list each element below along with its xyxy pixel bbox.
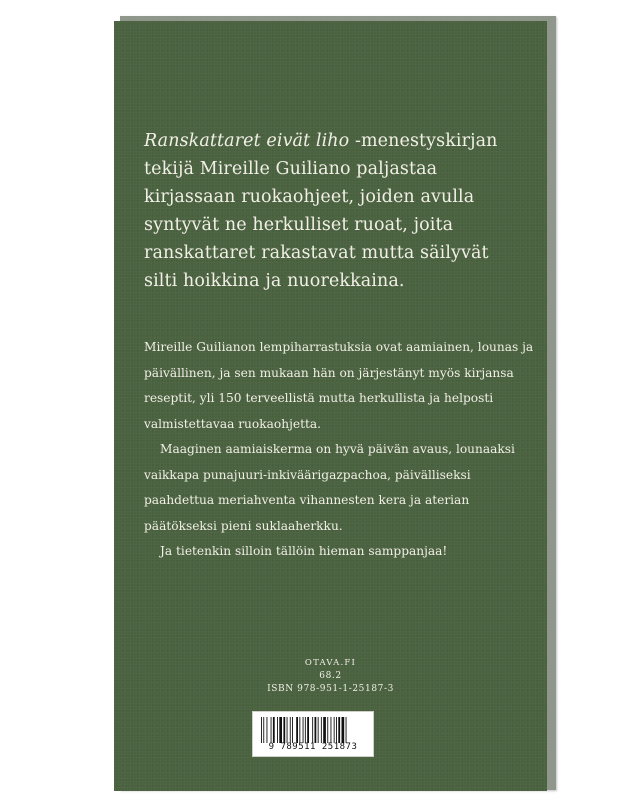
barcode-bar: [323, 717, 326, 743]
barcode-bar: [296, 717, 298, 743]
barcode-bar: [331, 717, 332, 743]
barcode-bar: [315, 717, 317, 743]
barcode-bar: [305, 717, 306, 743]
book-back-cover: [114, 21, 547, 791]
body-paragraph-2: Maaginen aamiaiskerma on hyvä päivän avaus, lounaaksi vaikkapa punajuuri-inkiväärigazpachoa, päivälliseksi paahdettua meriahventa vihannesten kera ja aterian päätökseksi pieni suklaaherkku.: [144, 442, 515, 533]
barcode-bar: [267, 717, 268, 743]
blurb-intro-text: -menestyskirjan tekijä Mireille Guiliano paljastaa kirjassaan ruokaohjeet, joiden avulla syntyvät ne herkulliset ruoat, joita ranskattaret rakastavat mutta säilyvät silti hoikkina ja nuorekkaina.: [144, 131, 498, 291]
barcode-bar: [273, 717, 275, 743]
book-title-reference: Ranskattaret eivät liho: [144, 131, 350, 151]
barcode-bar: [346, 717, 347, 743]
publisher-website: OTAVA.FI: [304, 658, 357, 668]
isbn-number: ISBN 978-951-1-25187-3: [267, 684, 394, 694]
barcode-bar: [303, 717, 304, 743]
barcode-bar: [307, 717, 309, 743]
barcode-digits: 9 789511 251873: [268, 742, 358, 752]
publisher-info: [114, 657, 547, 696]
barcode-bar: [292, 717, 293, 743]
barcode-bar: [336, 717, 337, 743]
barcode-bar: [299, 717, 300, 743]
barcode-bar: [318, 717, 319, 743]
barcode-bar: [334, 717, 335, 743]
barcode-bar: [283, 717, 285, 743]
barcode-bars: [260, 717, 366, 743]
barcode-bar: [261, 717, 262, 743]
body-paragraph-1: Mireille Guilianon lempiharrastuksia ovat aamiainen, lounas ja päivällinen, ja sen mukaan hän on järjestänyt myös kirjansa reseptit, yli 150 terveellistä mutta herkullista ja helposti valmistettavaa ruokaohjetta.: [144, 340, 534, 431]
blurb-intro: [144, 127, 524, 295]
barcode-bar: [312, 717, 313, 743]
barcode-bar: [271, 717, 272, 743]
body-paragraph-3: Ja tietenkin silloin tällöin hieman samppanjaa!: [160, 544, 448, 558]
barcode-bar: [290, 717, 291, 743]
barcode-bar: [327, 717, 328, 743]
blurb-body: [144, 335, 534, 565]
barcode-bar: [338, 717, 340, 743]
barcode-bar: [277, 717, 278, 743]
barcode-bar: [279, 717, 282, 743]
library-classification: 68.2: [319, 671, 342, 681]
barcode: [252, 711, 374, 757]
barcode-bar: [342, 717, 345, 743]
barcode-bar: [321, 717, 322, 743]
barcode-bar: [263, 717, 264, 743]
barcode-bar: [287, 717, 288, 743]
